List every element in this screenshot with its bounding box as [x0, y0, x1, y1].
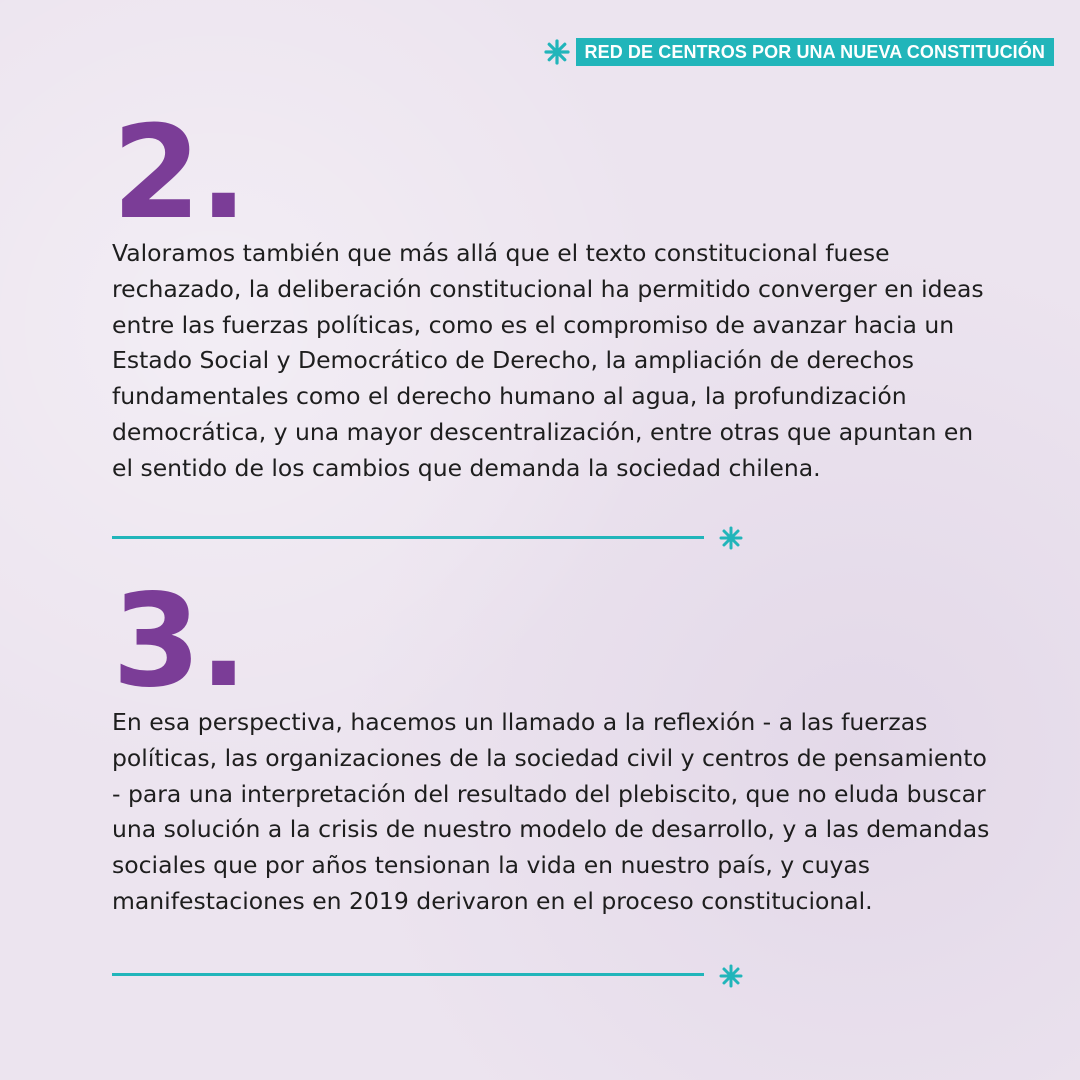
header — [544, 38, 1054, 66]
section-number-2: 2. — [112, 99, 246, 248]
section-divider — [112, 973, 704, 976]
section-divider — [112, 536, 704, 539]
star-burst-icon — [544, 39, 570, 65]
section-2-paragraph: Valoramos también que más allá que el texto constitucional fuese rechazado, la deliberación constitucional ha permitido converger en ideas entre las fuerzas políticas, como es el compromiso de avanzar hacia un Estado Social y Democrático de Derecho, la ampliación de derechos fundamentales como el derecho humano al agua, la profundización democrática, y una mayor descentralización, entre otras que apuntan en el sentido de los cambios que demanda la sociedad chilena. — [112, 239, 984, 482]
star-burst-icon — [719, 964, 743, 988]
section-number-3: 3. — [112, 567, 246, 716]
section-3-paragraph: En esa perspectiva, hacemos un llamado a la reflexión - a las fuerzas políticas, las organizaciones de la sociedad civil y centros de pensamiento - para una interpretación del resultado del plebiscito, que no eluda buscar una solución a la crisis de nuestro modelo de desarrollo, y a las demandas sociales que por años tensionan la vida en nuestro país, y cuyas manifestaciones en 2019 derivaron en el proceso constitucional. — [112, 708, 990, 915]
star-burst-icon — [719, 526, 743, 550]
org-badge: RED DE CENTROS POR UNA NUEVA CONSTITUCIÓN — [576, 38, 1054, 66]
